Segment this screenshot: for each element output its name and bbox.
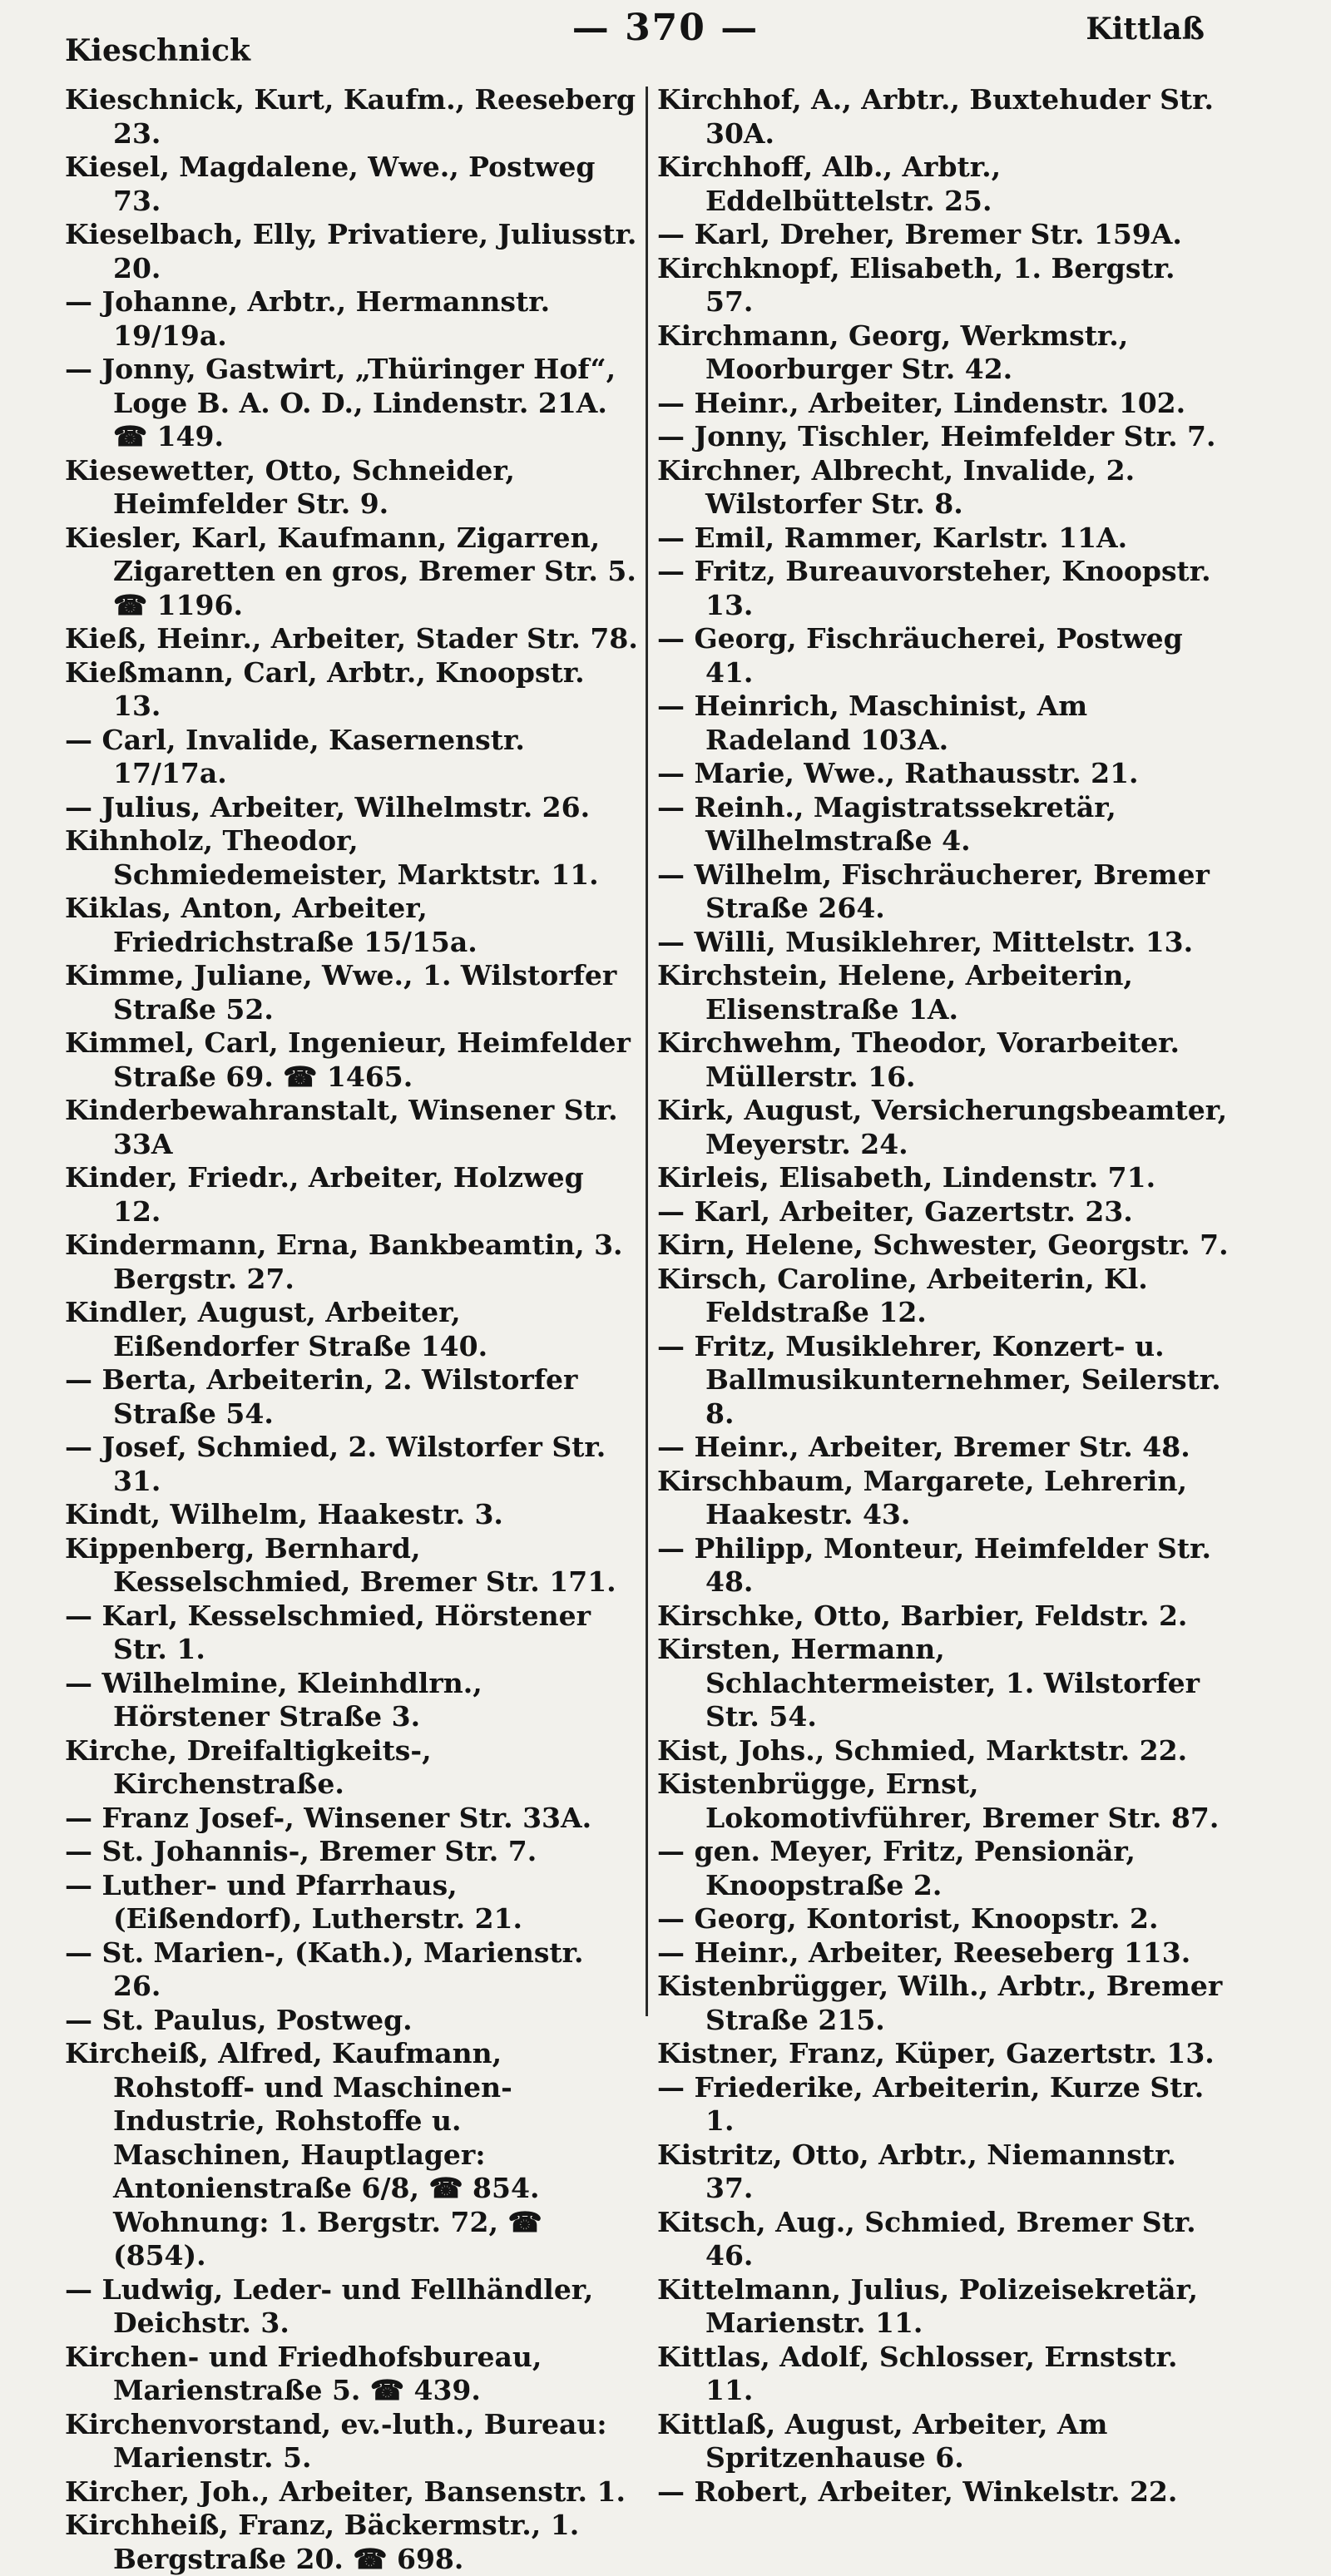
directory-entry: Kieschnick, Kurt, Kaufm., Reeseberg 23.	[65, 83, 636, 150]
directory-entry: Kinder, Friedr., Arbeiter, Holzweg 12.	[65, 1161, 584, 1228]
directory-entry: Kirchmann, Georg, Werkmstr., Moorburger Str. 42.	[657, 319, 1129, 385]
directory-entry: Kindt, Wilhelm, Haakestr. 3.	[65, 1498, 503, 1530]
directory-entry: Kistenbrügger, Wilh., Arbtr., Bremer Straße 215.	[657, 1970, 1223, 2036]
page-number: — 370 —	[571, 7, 760, 49]
header-first-entry: Kieschnick	[65, 33, 250, 68]
directory-entry: Kirsten, Hermann, Schlachtermeister, 1. Wilstorfer Str. 54.	[657, 1633, 1200, 1733]
directory-entry: Kieselbach, Elly, Privatiere, Juliusstr. 20.	[65, 218, 637, 284]
directory-entry: Kindermann, Erna, Bankbeamtin, 3. Bergstr. 27.	[65, 1229, 623, 1295]
directory-entry: — Heinr., Arbeiter, Reeseberg 113.	[657, 1936, 1191, 1969]
directory-entry: Kiesel, Magdalene, Wwe., Postweg 73.	[65, 151, 596, 217]
directory-entry: — Johanne, Arbtr., Hermannstr. 19/19a.	[65, 285, 551, 352]
directory-entry: — Karl, Dreher, Bremer Str. 159A.	[657, 218, 1182, 250]
column-divider	[646, 87, 648, 2016]
directory-entry: — Wilhelmine, Kleinhdlrn., Hörstener Straße 3.	[65, 1666, 482, 1733]
directory-entry: — Robert, Arbeiter, Winkelstr. 22.	[657, 2475, 1178, 2508]
directory-entry: Kirchknopf, Elisabeth, 1. Bergstr. 57.	[657, 251, 1175, 318]
directory-entry: Kimme, Juliane, Wwe., 1. Wilstorfer Straße 52.	[65, 959, 617, 1026]
header-last-entry: Kittlaß	[1086, 12, 1205, 47]
right-column	[657, 83, 1231, 2509]
directory-entry: Kist, Johs., Schmied, Marktstr. 22.	[657, 1733, 1188, 1767]
directory-entry: — Willi, Musiklehrer, Mittelstr. 13.	[657, 925, 1194, 958]
directory-entry: Kiesler, Karl, Kaufmann, Zigarren, Zigaretten en gros, Bremer Str. 5. ☎ 1196.	[65, 521, 636, 621]
directory-entry: Kirchstein, Helene, Arbeiterin, Elisenstraße 1A.	[657, 959, 1133, 1026]
directory-entry: Kiesewetter, Otto, Schneider, Heimfelder Str. 9.	[65, 453, 515, 520]
directory-entry: Kimmel, Carl, Ingenieur, Heimfelder Straße 69. ☎ 1465.	[65, 1026, 631, 1093]
directory-entry: — Julius, Arbeiter, Wilhelmstr. 26.	[65, 790, 591, 823]
directory-entry: Kittelmann, Julius, Polizeisekretär, Marienstr. 11.	[657, 2272, 1198, 2339]
directory-entry: Kittlas, Adolf, Schlosser, Ernststr. 11.	[657, 2340, 1178, 2406]
directory-entry: Kirchner, Albrecht, Invalide, 2. Wilstorfer Str. 8.	[657, 453, 1136, 520]
directory-entry: — Wilhelm, Fischräucherer, Bremer Straße 264.	[657, 858, 1210, 924]
directory-entry: — Fritz, Bureauvorsteher, Knoopstr. 13.	[657, 555, 1211, 621]
directory-entry: — Heinr., Arbeiter, Lindenstr. 102.	[657, 386, 1186, 419]
directory-entry: Kindler, August, Arbeiter, Eißendorfer Straße 140.	[65, 1296, 488, 1362]
directory-entry: Kirchenvorstand, ev.-luth., Bureau: Marienstr. 5.	[65, 2407, 607, 2474]
directory-entry: Kiklas, Anton, Arbeiter, Friedrichstraße 15/15a.	[65, 892, 477, 958]
directory-entry: Kirchhof, A., Arbtr., Buxtehuder Str. 30A.	[657, 83, 1214, 150]
directory-entry: — Berta, Arbeiterin, 2. Wilstorfer Straße 54.	[65, 1363, 578, 1430]
directory-entry: — Jonny, Tischler, Heimfelder Str. 7.	[657, 420, 1216, 452]
directory-entry: — Luther- und Pfarrhaus, (Eißendorf), Lutherstr. 21.	[65, 1868, 523, 1935]
left-column	[65, 83, 639, 2576]
directory-entry: — Franz Josef-, Winsener Str. 33A.	[65, 1801, 592, 1834]
page-header	[0, 5, 1331, 72]
directory-entry: — St. Marien-, (Kath.), Marienstr. 26.	[65, 1936, 584, 2002]
directory-entry: Kircher, Joh., Arbeiter, Bansenstr. 1.	[65, 2475, 626, 2508]
directory-entry: — Fritz, Musiklehrer, Konzert- u. Ballmusikunternehmer, Seilerstr. 8.	[657, 1329, 1221, 1430]
directory-entry: Kihnholz, Theodor, Schmiedemeister, Marktstr. 11.	[65, 824, 599, 891]
directory-entry: Kitsch, Aug., Schmied, Bremer Str. 46.	[657, 2205, 1196, 2272]
directory-entry: Kirchheiß, Franz, Bäckermstr., 1. Bergstraße 20. ☎ 698.	[65, 2509, 580, 2575]
directory-entry: — Heinrich, Maschinist, Am Radeland 103A.	[657, 690, 1088, 756]
directory-entry: — St. Johannis-, Bremer Str. 7.	[65, 1835, 537, 1867]
directory-entry: — Heinr., Arbeiter, Bremer Str. 48.	[657, 1431, 1190, 1463]
directory-entry: Kieß, Heinr., Arbeiter, Stader Str. 78.	[65, 622, 638, 655]
directory-entry: Kirleis, Elisabeth, Lindenstr. 71.	[657, 1161, 1156, 1194]
directory-entry: — Marie, Wwe., Rathausstr. 21.	[657, 757, 1139, 789]
directory-entry: — Philipp, Monteur, Heimfelder Str. 48.	[657, 1531, 1211, 1598]
directory-entry: Kirchen- und Friedhofsbureau, Marienstraße 5. ☎ 439.	[65, 2340, 542, 2406]
directory-entry: — Georg, Kontorist, Knoopstr. 2.	[657, 1902, 1159, 1935]
directory-entry: Kirk, August, Versicherungsbeamter, Meyerstr. 24.	[657, 1094, 1228, 1160]
directory-entry: — Ludwig, Leder- und Fellhändler, Deichstr. 3.	[65, 2272, 594, 2339]
directory-entry: Kirsch, Caroline, Arbeiterin, Kl. Feldstraße 12.	[657, 1262, 1148, 1328]
directory-entry: Kistritz, Otto, Arbtr., Niemannstr. 37.	[657, 2138, 1176, 2204]
directory-entry: Kircheiß, Alfred, Kaufmann, Rohstoff- und Maschinen-Industrie, Rohstoffe u. Maschinen, Hauptlager: Antonienstraße 6/8, ☎ 854. Wohnung: 1. Bergstr. 72, ☎ (854).	[65, 2037, 542, 2272]
directory-entry: — gen. Meyer, Fritz, Pensionär, Knoopstraße 2.	[657, 1835, 1136, 1901]
directory-entry: — Karl, Arbeiter, Gazertstr. 23.	[657, 1194, 1133, 1228]
directory-entry: — Reinh., Magistratssekretär, Wilhelmstraße 4.	[657, 790, 1116, 857]
directory-entry: Kirchhoff, Alb., Arbtr., Eddelbüttelstr. 25.	[657, 151, 1002, 217]
directory-entry: — St. Paulus, Postweg.	[65, 2003, 413, 2036]
directory-entry: Kistner, Franz, Küper, Gazertstr. 13.	[657, 2037, 1215, 2069]
directory-entry: Kippenberg, Bernhard, Kesselschmied, Bremer Str. 171.	[65, 1531, 616, 1598]
directory-entry: Kirn, Helene, Schwester, Georgstr. 7.	[657, 1229, 1229, 1261]
directory-entry: Kirschbaum, Margarete, Lehrerin, Haakestr. 43.	[657, 1464, 1187, 1530]
directory-entry: Kittlaß, August, Arbeiter, Am Spritzenhause 6.	[657, 2407, 1108, 2474]
directory-entry: — Karl, Kesselschmied, Hörstener Str. 1.	[65, 1599, 591, 1665]
directory-entry: — Carl, Invalide, Kasernenstr. 17/17a.	[65, 723, 525, 789]
directory-entry: Kinderbewahranstalt, Winsener Str. 33A	[65, 1094, 618, 1160]
directory-entry: Kirche, Dreifaltigkeits-, Kirchenstraße.	[65, 1733, 432, 1800]
directory-entry: Kießmann, Carl, Arbtr., Knoopstr. 13.	[65, 655, 585, 722]
directory-entry: — Josef, Schmied, 2. Wilstorfer Str. 31.	[65, 1431, 606, 1497]
directory-entry: Kirschke, Otto, Barbier, Feldstr. 2.	[657, 1599, 1188, 1632]
directory-entry: Kirchwehm, Theodor, Vorarbeiter. Müllerstr. 16.	[657, 1026, 1180, 1093]
directory-entry: — Georg, Fischräucherei, Postweg 41.	[657, 622, 1183, 689]
directory-entry: — Jonny, Gastwirt, „Thüringer Hof“, Loge B. A. O. D., Lindenstr. 21A. ☎ 149.	[65, 353, 616, 452]
directory-entry: — Emil, Rammer, Karlstr. 11A.	[657, 521, 1128, 554]
directory-entry: Kistenbrügge, Ernst, Lokomotivführer, Bremer Str. 87.	[657, 1768, 1220, 1834]
directory-entry: — Friederike, Arbeiterin, Kurze Str. 1.	[657, 2070, 1205, 2137]
